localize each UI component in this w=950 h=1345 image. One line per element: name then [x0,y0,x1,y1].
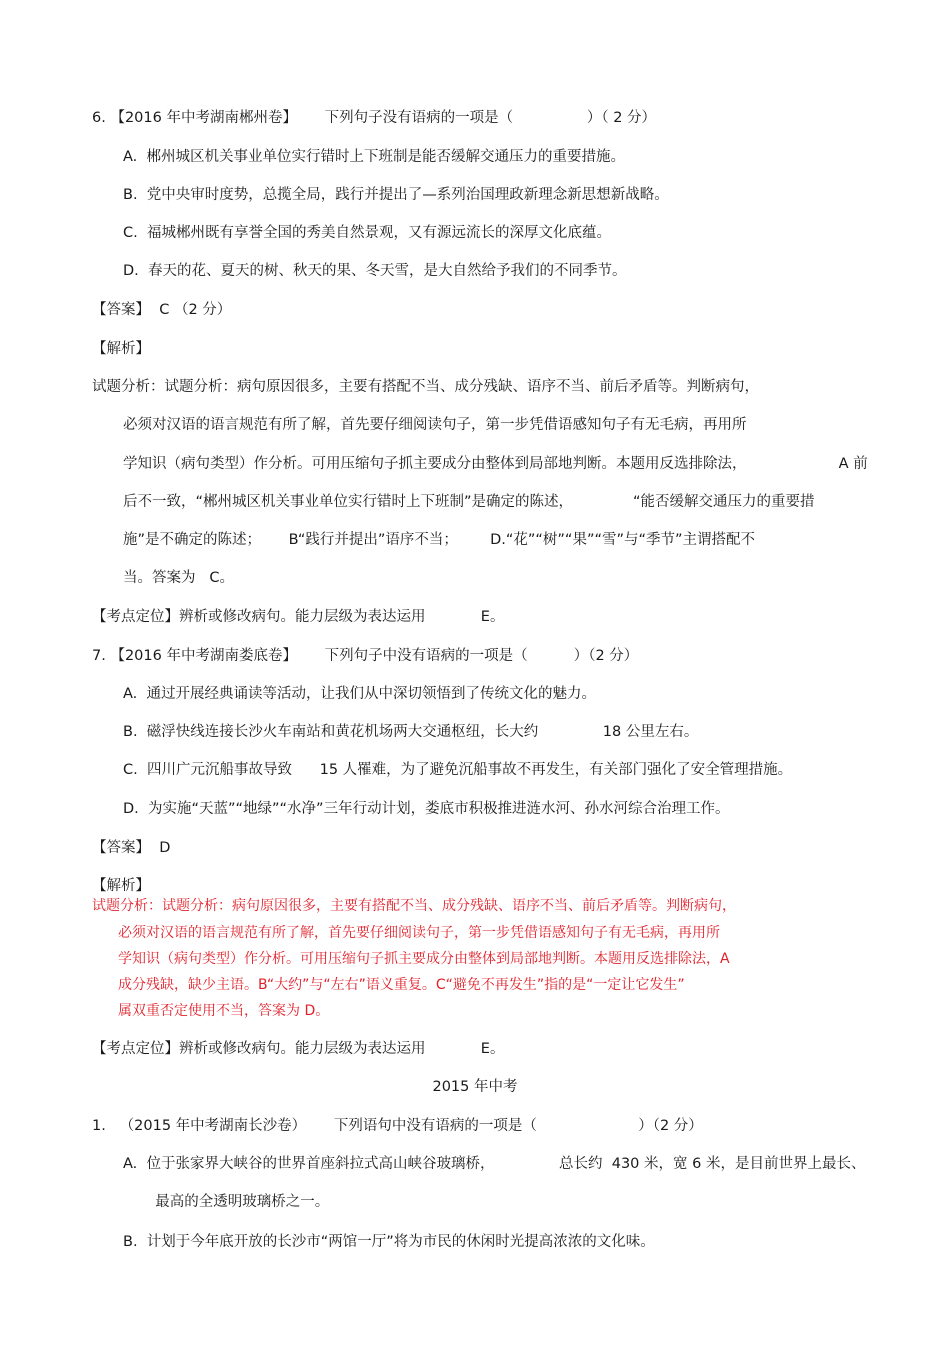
section-title: 2015 年中考 [432,1079,518,1095]
question-1-option-b: B. 计划于今年底开放的长沙市“两馆一厅”将为市民的休闲时光提高浓浓的文化味。 [123,1234,655,1250]
question-6-stem: 6. 【2016 年中考湖南郴州卷】 下列句子没有语病的一项是（ ）（ 2 分） [92,110,657,126]
question-7-analysis-line: 成分残缺，缺少主语。B“大约”与“左右”语义重复。C“避免不再发生”指的是“一定让它发生” [118,977,685,993]
question-6-analysis-line: 必须对汉语的语言规范有所了解，首先要仔细阅读句子，第一步凭借语感知句子有无毛病，再用所 [123,417,747,433]
question-6-answer: 【答案】 C （2 分） [92,302,232,318]
question-6-location: 【考点定位】辨析或修改病句。能力层级为表达运用 E。 [92,609,505,625]
question-6-option-b: B. 党中央审时度势，总揽全局，践行并提出了—系列治国理政新理念新思想新战略。 [123,187,669,203]
question-6-analysis-line: 当。答案为 C。 [123,570,234,586]
question-6-analysis-line: 施”是不确定的陈述； B“践行并提出”语序不当； D.“花”“树”“果”“雪”与“季节”主谓搭配不 [123,532,756,548]
question-7-option-c: C. 四川广元沉船事故导致 15 人罹难，为了避免沉船事故不再发生，有关部门强化了安全管理措施。 [123,762,793,778]
question-7-analysis-title: 【解析】 [92,878,150,894]
question-7-analysis-line: 试题分析：试题分析：病句原因很多，主要有搭配不当、成分残缺、语序不当、前后矛盾等。判断病句， [92,898,736,914]
question-7-analysis-line: 属双重否定使用不当，答案为 D。 [118,1003,330,1019]
question-1-option-a: A. 位于张家界大峡谷的世界首座斜拉式高山峡谷玻璃桥， 总长约 430 米，宽 6 米，是目前世界上最长、 [123,1156,866,1172]
question-6-option-c: C. 福城郴州既有享誉全国的秀美自然景观，又有源远流长的深厚文化底蕴。 [123,225,611,241]
question-7-analysis-line: 学知识（病句类型）作分析。可用压缩句子抓主要成分由整体到局部地判断。本题用反选排除法，A [118,951,730,967]
question-7-location: 【考点定位】辨析或修改病句。能力层级为表达运用 E。 [92,1041,505,1057]
question-7-stem: 7. 【2016 年中考湖南娄底卷】 下列句子中没有语病的一项是（ ）（2 分） [92,648,639,664]
question-7-answer: 【答案】 D [92,840,171,856]
question-7-option-d: D. 为实施“天蓝”“地绿”“水净”三年行动计划，娄底市积极推进涟水河、孙水河综合治理工作。 [123,801,730,817]
question-6-analysis-title: 【解析】 [92,341,150,357]
question-6-analysis-line: 后不一致，“郴州城区机关事业单位实行错时上下班制”是确定的陈述， “能否缓解交通压力的重要措 [123,494,815,510]
question-7-option-a: A. 通过开展经典诵读等活动，让我们从中深切领悟到了传统文化的魅力。 [123,686,596,702]
question-6-analysis-line: 试题分析：试题分析：病句原因很多，主要有搭配不当、成分残缺、语序不当、前后矛盾等。判断病句， [92,379,759,395]
question-1-stem: 1. （2015 年中考湖南长沙卷） 下列语句中没有语病的一项是（ ）（2 分） [92,1118,703,1134]
question-6-analysis-line: 学知识（病句类型）作分析。可用压缩句子抓主要成分由整体到局部地判断。本题用反选排除法， A 前 [123,456,868,472]
question-7-option-b: B. 磁浮快线连接长沙火车南站和黄花机场两大交通枢纽，长大约 18 公里左右。 [123,724,699,740]
question-7-analysis-line: 必须对汉语的语言规范有所了解，首先要仔细阅读句子，第一步凭借语感知句子有无毛病，再用所 [118,925,720,941]
question-6-option-a: A. 郴州城区机关事业单位实行错时上下班制是能否缓解交通压力的重要措施。 [123,149,625,165]
question-1-option-a-continued: 最高的全透明玻璃桥之一。 [123,1194,330,1210]
question-6-option-d: D. 春天的花、夏天的树、秋天的果、冬天雪，是大自然给予我们的不同季节。 [123,263,627,279]
